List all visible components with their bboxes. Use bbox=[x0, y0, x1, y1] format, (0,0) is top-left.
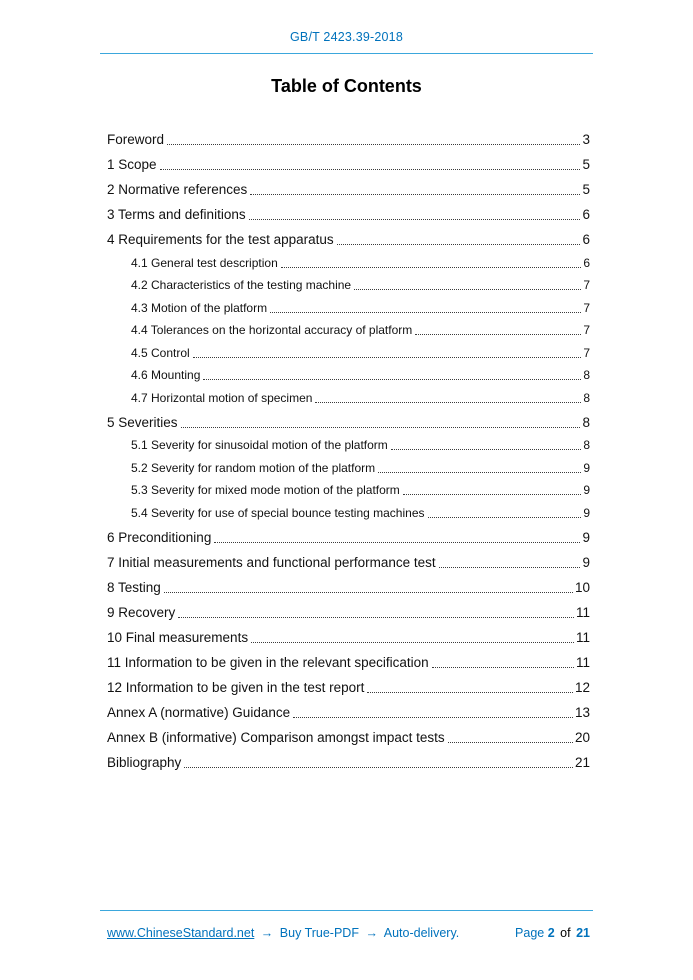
toc-entry-page: 12 bbox=[574, 679, 590, 695]
toc-entry-label: Annex A (normative) Guidance bbox=[107, 704, 291, 720]
toc-entry[interactable] bbox=[107, 571, 590, 596]
toc-entry-label: 7 Initial measurements and functional performance test bbox=[107, 554, 436, 570]
toc-entry-page: 7 bbox=[583, 345, 590, 360]
toc-entry-label: 5 Severities bbox=[107, 414, 178, 430]
toc-entry[interactable] bbox=[107, 293, 590, 316]
toc-entry-label: 11 Information to be given in the relevant specification bbox=[107, 654, 429, 670]
footer-rule bbox=[100, 910, 593, 911]
toc-entry-page: 9 bbox=[583, 460, 590, 475]
toc-entry-label: 3 Terms and definitions bbox=[107, 207, 246, 223]
toc-entry[interactable] bbox=[107, 431, 590, 454]
toc-entry-page: 6 bbox=[582, 232, 590, 248]
toc-entry-label: 2 Normative references bbox=[107, 182, 248, 198]
toc-entry-label: 12 Information to be given in the test report bbox=[107, 679, 365, 695]
toc-entry-page: 20 bbox=[574, 729, 590, 745]
toc-leader-dots bbox=[251, 642, 574, 643]
toc-entry[interactable] bbox=[107, 498, 590, 521]
toc-entry-label: 5.1 Severity for sinusoidal motion of the platform bbox=[131, 438, 388, 453]
toc-entry-page: 11 bbox=[575, 629, 590, 645]
toc-entry-label: 10 Final measurements bbox=[107, 629, 249, 645]
toc-entry-page: 7 bbox=[583, 278, 590, 293]
toc-list bbox=[0, 123, 693, 771]
toc-entry-page: 8 bbox=[582, 414, 590, 430]
toc-leader-dots bbox=[391, 449, 582, 450]
toc-entry-label: Foreword bbox=[107, 132, 165, 148]
footer-page-number: 2 bbox=[547, 926, 555, 940]
toc-entry-page: 9 bbox=[583, 505, 590, 520]
toc-entry-page: 7 bbox=[583, 300, 590, 315]
toc-leader-dots bbox=[250, 194, 580, 195]
toc-entry[interactable] bbox=[107, 223, 590, 248]
toc-entry-page: 10 bbox=[574, 579, 590, 595]
toc-leader-dots bbox=[214, 542, 580, 543]
toc-leader-dots bbox=[337, 244, 581, 245]
toc-entry-page: 7 bbox=[583, 323, 590, 338]
toc-leader-dots bbox=[403, 494, 582, 495]
toc-entry[interactable] bbox=[107, 521, 590, 546]
toc-entry-page: 8 bbox=[583, 438, 590, 453]
toc-entry-label: 4.2 Characteristics of the testing machine bbox=[131, 278, 352, 293]
toc-entry[interactable] bbox=[107, 596, 590, 621]
toc-entry[interactable] bbox=[107, 148, 590, 173]
toc-entry[interactable] bbox=[107, 406, 590, 431]
toc-entry[interactable] bbox=[107, 198, 590, 223]
toc-entry-page: 11 bbox=[575, 654, 590, 670]
toc-entry-label: 1 Scope bbox=[107, 157, 157, 173]
toc-entry-label: 4.7 Horizontal motion of specimen bbox=[131, 390, 313, 405]
toc-entry-label: 9 Recovery bbox=[107, 604, 176, 620]
toc-entry[interactable] bbox=[107, 383, 590, 406]
toc-entry-label: 5.3 Severity for mixed mode motion of the platform bbox=[131, 483, 400, 498]
toc-entry[interactable] bbox=[107, 621, 590, 646]
toc-leader-dots bbox=[439, 567, 581, 568]
toc-entry-label: 4.1 General test description bbox=[131, 255, 278, 270]
toc-leader-dots bbox=[184, 767, 573, 768]
toc-leader-dots bbox=[167, 144, 580, 145]
toc-entry[interactable] bbox=[107, 453, 590, 476]
toc-leader-dots bbox=[378, 472, 581, 473]
toc-entry[interactable] bbox=[107, 316, 590, 339]
page-footer bbox=[0, 910, 693, 940]
toc-leader-dots bbox=[293, 717, 573, 718]
toc-entry-page: 9 bbox=[582, 554, 590, 570]
footer-row bbox=[0, 926, 693, 940]
footer-page-label: Page bbox=[515, 926, 545, 940]
toc-entry-page: 9 bbox=[582, 529, 590, 545]
arrow-right-icon: → bbox=[365, 926, 378, 940]
toc-leader-dots bbox=[428, 517, 582, 518]
toc-entry-label: 4.5 Control bbox=[131, 345, 190, 360]
toc-leader-dots bbox=[448, 742, 573, 743]
toc-entry-label: 4.4 Tolerances on the horizontal accuracy of platform bbox=[131, 323, 413, 338]
toc-leader-dots bbox=[249, 219, 581, 220]
toc-entry[interactable] bbox=[107, 546, 590, 571]
toc-leader-dots bbox=[193, 357, 582, 358]
toc-entry-page: 6 bbox=[583, 255, 590, 270]
footer-of-label: of bbox=[560, 926, 571, 940]
toc-leader-dots bbox=[164, 592, 573, 593]
footer-total-pages: 21 bbox=[576, 926, 590, 940]
toc-entry[interactable] bbox=[107, 338, 590, 361]
toc-entry[interactable] bbox=[107, 476, 590, 499]
toc-entry[interactable] bbox=[107, 173, 590, 198]
toc-entry-page: 3 bbox=[582, 132, 590, 148]
toc-entry[interactable] bbox=[107, 123, 590, 148]
toc-leader-dots bbox=[415, 334, 581, 335]
standard-number-header: GB/T 2423.39-2018 bbox=[290, 30, 403, 44]
toc-leader-dots bbox=[354, 289, 581, 290]
page-header bbox=[0, 0, 693, 54]
toc-entry[interactable] bbox=[107, 271, 590, 294]
toc-leader-dots bbox=[203, 379, 581, 380]
toc-entry[interactable] bbox=[107, 721, 590, 746]
toc-entry[interactable] bbox=[107, 361, 590, 384]
footer-action-auto-delivery: Auto-delivery. bbox=[383, 926, 460, 940]
toc-leader-dots bbox=[432, 667, 574, 668]
toc-entry-label: 8 Testing bbox=[107, 579, 161, 595]
toc-entry-label: Annex B (informative) Comparison amongst impact tests bbox=[107, 729, 445, 745]
toc-leader-dots bbox=[281, 267, 582, 268]
toc-entry-label: 6 Preconditioning bbox=[107, 529, 212, 545]
toc-entry[interactable] bbox=[107, 671, 590, 696]
toc-entry-page: 21 bbox=[574, 754, 590, 770]
toc-entry-page: 5 bbox=[582, 182, 590, 198]
toc-entry-page: 5 bbox=[582, 157, 590, 173]
toc-entry-page: 11 bbox=[575, 604, 590, 620]
arrow-right-icon: → bbox=[260, 926, 274, 940]
toc-entry-label: 4.3 Motion of the platform bbox=[131, 300, 268, 315]
toc-entry-page: 6 bbox=[582, 207, 590, 223]
toc-leader-dots bbox=[270, 312, 581, 313]
toc-entry-page: 8 bbox=[583, 368, 590, 383]
toc-entry-label: Bibliography bbox=[107, 754, 182, 770]
footer-left bbox=[107, 926, 459, 940]
toc-entry[interactable] bbox=[107, 248, 590, 271]
toc-leader-dots bbox=[178, 617, 574, 618]
toc-entry-label: 4 Requirements for the test apparatus bbox=[107, 232, 334, 248]
toc-leader-dots bbox=[181, 427, 581, 428]
toc-entry[interactable] bbox=[107, 646, 590, 671]
toc-entry-label: 5.4 Severity for use of special bounce testing machines bbox=[131, 505, 425, 520]
toc-leader-dots bbox=[367, 692, 573, 693]
toc-entry-page: 8 bbox=[583, 390, 590, 405]
toc-leader-dots bbox=[160, 169, 581, 170]
toc-entry[interactable] bbox=[107, 696, 590, 721]
page-indicator bbox=[515, 926, 590, 940]
toc-leader-dots bbox=[315, 402, 581, 403]
toc-entry-label: 5.2 Severity for random motion of the platform bbox=[131, 460, 376, 475]
toc-entry-label: 4.6 Mounting bbox=[131, 368, 201, 383]
page-title: Table of Contents bbox=[271, 76, 422, 96]
toc-entry-page: 9 bbox=[583, 483, 590, 498]
toc-entry[interactable] bbox=[107, 746, 590, 771]
website-link[interactable]: www.ChineseStandard.net bbox=[107, 926, 255, 940]
footer-action-buy-pdf: Buy True-PDF bbox=[279, 926, 359, 940]
toc-entry-page: 13 bbox=[574, 704, 590, 720]
header-rule bbox=[100, 53, 593, 54]
